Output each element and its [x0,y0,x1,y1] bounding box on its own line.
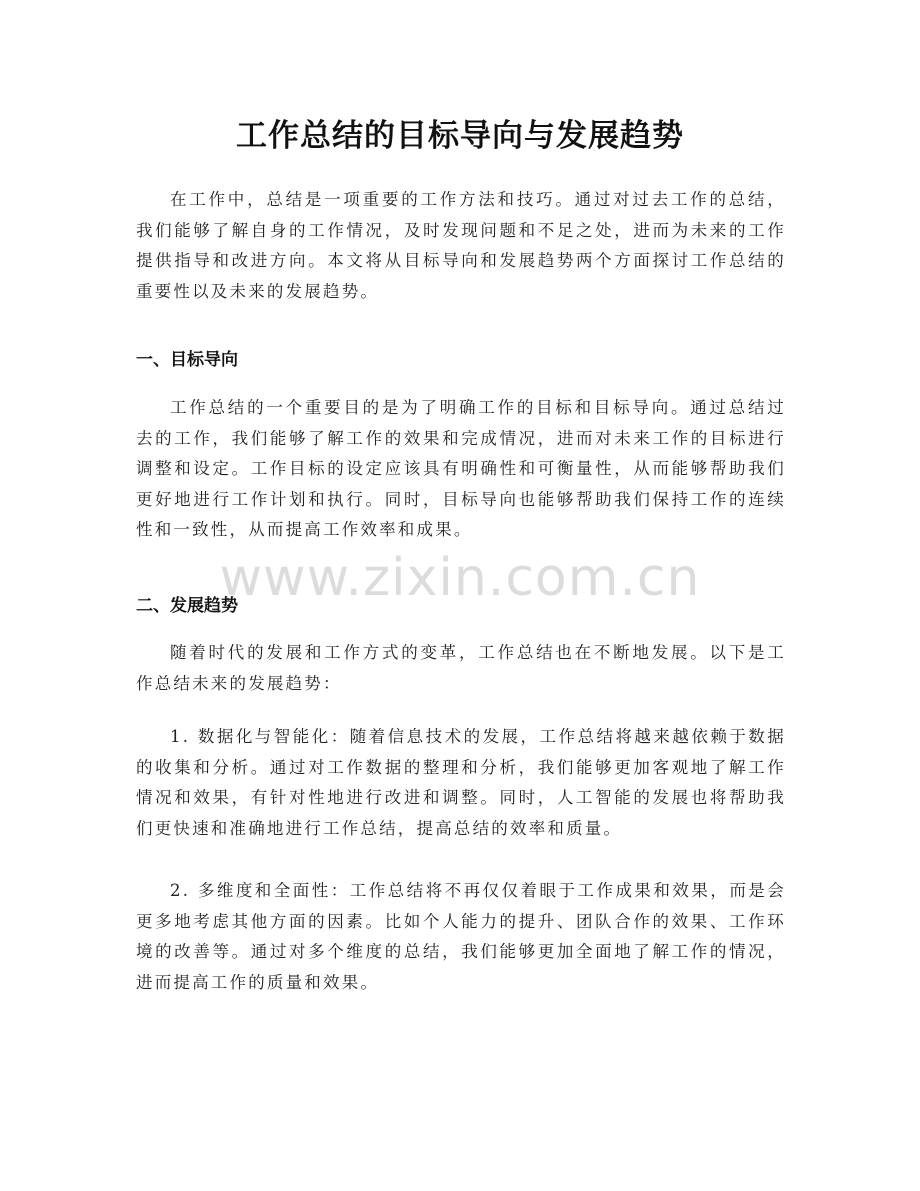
section-heading-goal-orientation: 一、目标导向 [136,350,238,370]
section-heading-development-trends: 二、发展趋势 [136,596,238,616]
intro-paragraph: 在工作中，总结是一项重要的工作方法和技巧。通过对过去工作的总结，我们能够了解自身的工作情况，及时发现问题和不足之处，进而为未来的工作提供指导和改进方向。本文将从目标导向和发展趋势两个方面探讨工作总结的重要性以及未来的发展趋势。 [136,190,786,301]
section-2-list-item-2: 2. 多维度和全面性：工作总结将不再仅仅着眼于工作成果和效果，而是会更多地考虑其他方面的因素。比如个人能力的提升、团队合作的效果、工作环境的改善等。通过对多个维度的总结，我们能够更加全面地了解工作的情况，进而提高工作的质量和效果。 [136,881,786,992]
section-2-list-item-1: 1. 数据化与智能化：随着信息技术的发展，工作总结将越来越依赖于数据的收集和分析。通过对工作数据的整理和分析，我们能够更加客观地了解工作情况和效果，有针对性地进行改进和调整。同时，人工智能的发展也将帮助我们更快速和准确地进行工作总结，提高总结的效率和质量。 [136,727,786,838]
page-title: 工作总结的目标导向与发展趋势 [236,118,684,154]
section-1-paragraph: 工作总结的一个重要目的是为了明确工作的目标和目标导向。通过总结过去的工作，我们能够了解工作的效果和完成情况，进而对未来工作的目标进行调整和设定。工作目标的设定应该具有明确性和可衡量性，从而能够帮助我们更好地进行工作计划和执行。同时，目标导向也能够帮助我们保持工作的连续性和一致性，从而提高工作效率和成果。 [136,398,786,539]
section-2-paragraph-intro: 随着时代的发展和工作方式的变革，工作总结也在不断地发展。以下是工作总结未来的发展趋势： [136,643,786,693]
watermark-text: www.zixin.com.cn [219,548,701,608]
